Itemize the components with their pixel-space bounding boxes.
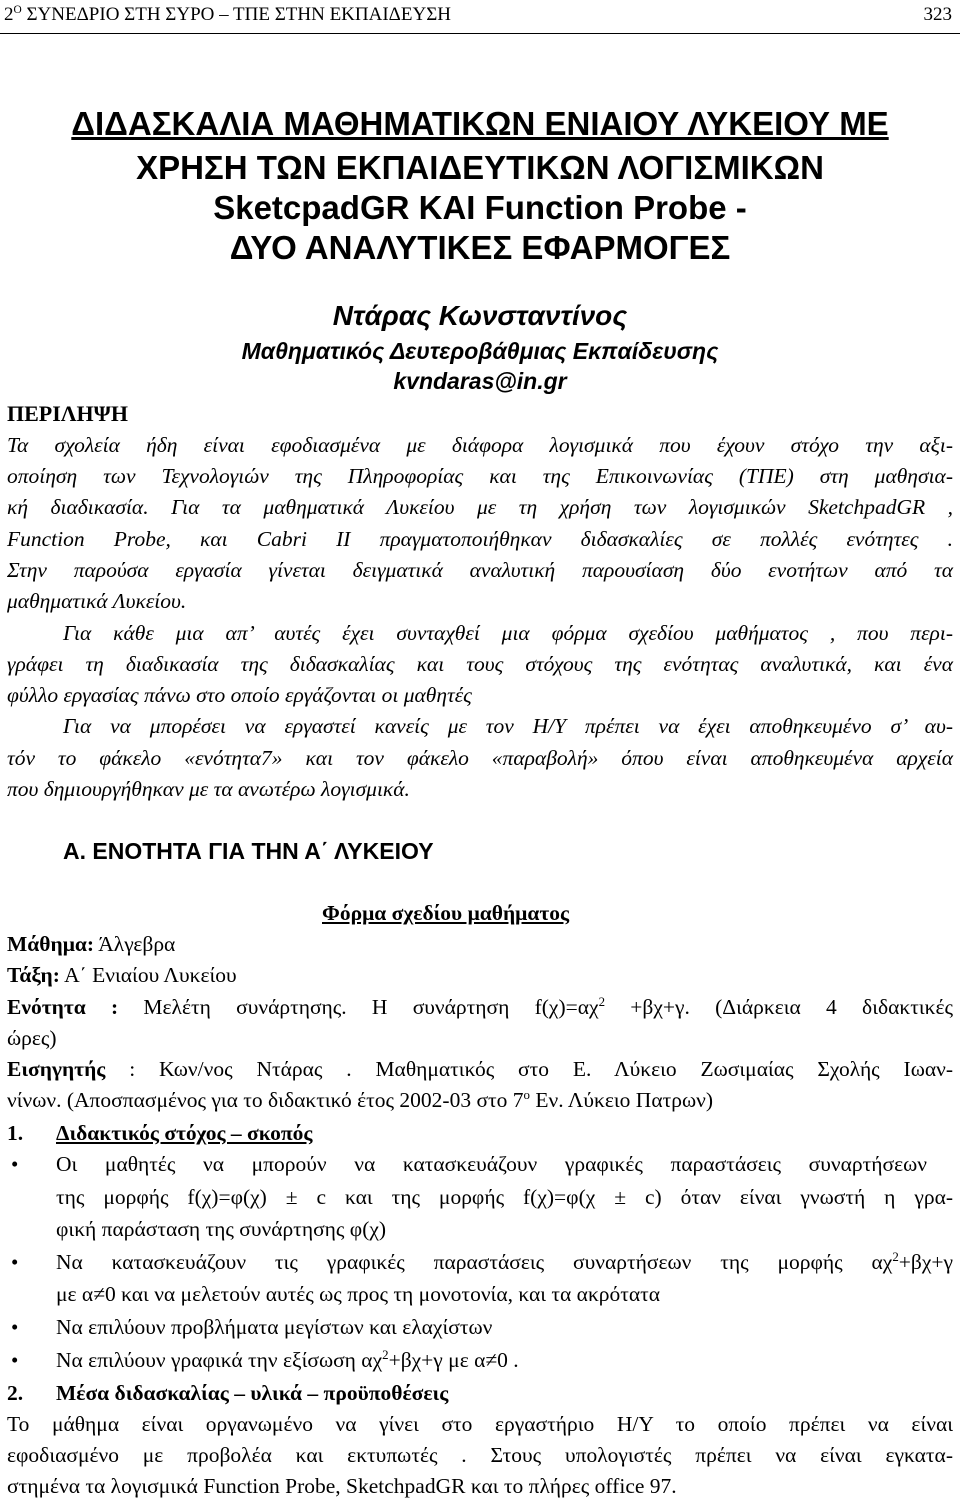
- bullet-3-line: Να επιλύουν προβλήματα μεγίστων και ελαχίστων: [56, 1315, 493, 1339]
- abstract-line: Για να μπορέσει να εργαστεί κανείς με τον Η/Υ πρέπει να έχει αποθηκευμένο σ’ αυ-: [63, 714, 953, 738]
- section-2-line: εφοδιασμένο με προβολέα και εκτυπωτές . Στους υπολογιστές πρέπει να είναι εγκατα-: [7, 1443, 953, 1467]
- subject-value: Άλγεβρα: [94, 932, 176, 956]
- speaker-superscript: ο: [523, 1088, 530, 1103]
- bullet-2-line: Να κατασκευάζουν τις γραφικές παραστάσεις συναρτήσεων της μορφής $\alpha\chi^2+\beta\chi+\gamma$: [56, 1250, 953, 1274]
- class-value: Α΄ Ενιαίου Λυκείου: [59, 963, 237, 987]
- author-name: Ντάρας Κωνσταντίνος: [332, 300, 628, 331]
- lesson-speaker: [7, 1056, 953, 1082]
- speaker-cont: νίνων. (Αποσπασμένος για το διδακτικό έτος 2002-03 στο 7: [7, 1088, 524, 1112]
- header-number: 2: [4, 4, 14, 25]
- form-title: Φόρμα σχεδίου μαθήματος: [322, 901, 570, 925]
- section-2-line: Το μάθημα είναι οργανωμένο να γίνει στο εργαστήριο Η/Υ το οποίο πρέπει να είναι: [7, 1412, 953, 1436]
- lesson-class: [7, 962, 953, 988]
- unit-value: Μελέτη συνάρτησης. Η συνάρτηση f(χ)=αχ: [118, 995, 599, 1019]
- abstract-line: γράφει τη διαδικασία της διδασκαλίας και τους στόχους της ενότητας αναλυτικά, και ένα: [7, 652, 953, 676]
- lesson-unit-continued: ώρες): [7, 1026, 57, 1050]
- lesson-unit: [7, 994, 953, 1023]
- title-line-3: SketcpadGR ΚΑΙ Function Probe -: [213, 189, 747, 226]
- speaker-label: Εισηγητής: [7, 1057, 106, 1081]
- header-superscript: Ο: [13, 4, 22, 17]
- bullet-1-line: Οι μαθητές να μπορούν να κατασκευάζουν γραφικές παραστάσεις συναρτήσεων: [56, 1152, 927, 1176]
- author-affiliation: Μαθηματικός Δευτεροβάθμιας Εκπαίδευσης: [241, 338, 719, 364]
- bullet-icon: •: [11, 1152, 19, 1176]
- title-line-1: ΔΙΔΑΣΚΑΛΙΑ ΜΑΘΗΜΑΤΙΚΩΝ ΕΝΙΑΙΟΥ ΛΥΚΕΙΟΥ ΜΕ: [71, 105, 889, 142]
- abstract-line: μαθηματικά Λυκείου.: [7, 589, 187, 613]
- section-2-title: Μέσα διδασκαλίας – υλικά – προϋποθέσεις: [56, 1381, 449, 1405]
- abstract-line: Function Probe, και Cabri II πραγματοποιήθηκαν διδασκαλίες σε πολλές ενότητες .: [7, 527, 953, 551]
- abstract-heading: ΠΕΡΙΛΗΨΗ: [7, 401, 128, 426]
- section-a-heading: Α. ΕΝΟΤΗΤΑ ΓΙΑ ΤΗΝ Α΄ ΛΥΚΕΙΟΥ: [63, 838, 434, 864]
- bullet-icon: •: [11, 1315, 19, 1339]
- abstract-line: Τα σχολεία ήδη είναι εφοδιασμένα με διάφορα λογισμικά που έχουν στόχο την αξι-: [7, 433, 953, 457]
- section-2-line: στημένα τα λογισμικά Function Probe, SketchpadGR και το πλήρες office 97.: [7, 1474, 677, 1498]
- page-number: 323: [923, 4, 952, 25]
- abstract-line: που δημιουργήθηκαν με τα ανωτέρω λογισμικά.: [7, 777, 410, 801]
- bullet-icon: •: [11, 1250, 19, 1274]
- abstract-line: τόν το φάκελο «ενότητα7» και τον φάκελο «παραβολή» όπου είναι αποθηκευμένα αρχεία: [7, 746, 953, 770]
- section-2-number: 2.: [7, 1381, 24, 1405]
- bullet-1-line: φική παράσταση της συνάρτησης φ(χ): [56, 1217, 387, 1241]
- section-1-number: 1.: [7, 1121, 24, 1145]
- unit-value-rest: +βχ+γ. (Διάρκεια 4 διδακτικές: [605, 995, 954, 1019]
- speaker-value: : Κων/νος Ντάρας . Μαθηματικός στο Ε. Λύκειο Ζωσιμαίας Σχολής Ιωαν-: [105, 1057, 953, 1081]
- section-1-title: Διδακτικός στόχος – σκοπός: [56, 1121, 313, 1145]
- abstract-line: Για κάθε μια απ’ αυτές έχει συνταχθεί μια φόρμα σχεδίου μαθήματος , που περι-: [63, 621, 953, 645]
- header-rule: [0, 33, 960, 34]
- subject-label: Μάθημα:: [7, 932, 95, 956]
- speaker-cont-rest: Εν. Λύκειο Πατρων): [530, 1088, 713, 1112]
- abstract-line: Στην παρούσα εργασία γίνεται δειγματικά αναλυτική παρουσίαση δύο ενοτήτων από τα: [7, 558, 953, 582]
- running-header: [4, 3, 451, 29]
- abstract-line: οποίηση των Τεχνολογιών της Πληροφορίας και της Επικοινωνίας (ΤΠΕ) στη μαθησια-: [7, 464, 953, 488]
- bullet-2-superscript: 2: [892, 1250, 899, 1265]
- title-line-4: ΔΥΟ ΑΝΑΛΥΤΙΚΕΣ ΕΦΑΡΜΟΓΕΣ: [229, 229, 731, 266]
- bullet-2-line: με α≠0 και να μελετούν αυτές ως προς τη μονοτονία, και τα ακρότατα: [56, 1282, 661, 1306]
- abstract-line: φύλλο εργασίας πάνω στο οποίο εργάζονται οι μαθητές: [7, 683, 472, 707]
- abstract-line: κή διαδικασία. Για τα μαθηματικά Λυκείου με τη χρήση των λογισμικών SketchpadGR ,: [7, 495, 953, 519]
- lesson-subject: [7, 931, 953, 957]
- class-label: Τάξη:: [7, 963, 60, 987]
- lesson-speaker-continued: [7, 1087, 953, 1116]
- bullet-4-line: Να επιλύουν γραφικά την εξίσωση $\alpha\chi^2+\beta\chi+\gamma$ με α≠0 .: [56, 1348, 519, 1372]
- author-email[interactable]: kvndaras@in.gr: [393, 368, 567, 394]
- header-conference: ΣΥΝΕΔΡΙΟ ΣΤΗ ΣΥΡΟ – ΤΠΕ ΣΤΗΝ ΕΚΠΑΙΔΕΥΣΗ: [26, 4, 451, 25]
- bullet-1-line: της μορφής f(χ)=φ(χ) ± c και της μορφής f(χ)=φ(χ ± c) όταν είναι γνωστή η γρα-: [56, 1185, 953, 1209]
- unit-superscript: 2: [598, 995, 606, 1010]
- bullet-4-superscript: 2: [382, 1348, 389, 1363]
- unit-label: Ενότητα :: [7, 995, 119, 1019]
- title-line-2: ΧΡΗΣΗ ΤΩΝ ΕΚΠΑΙΔΕΥΤΙΚΩΝ ΛΟΓΙΣΜΙΚΩΝ: [136, 149, 824, 186]
- bullet-icon: •: [11, 1348, 19, 1372]
